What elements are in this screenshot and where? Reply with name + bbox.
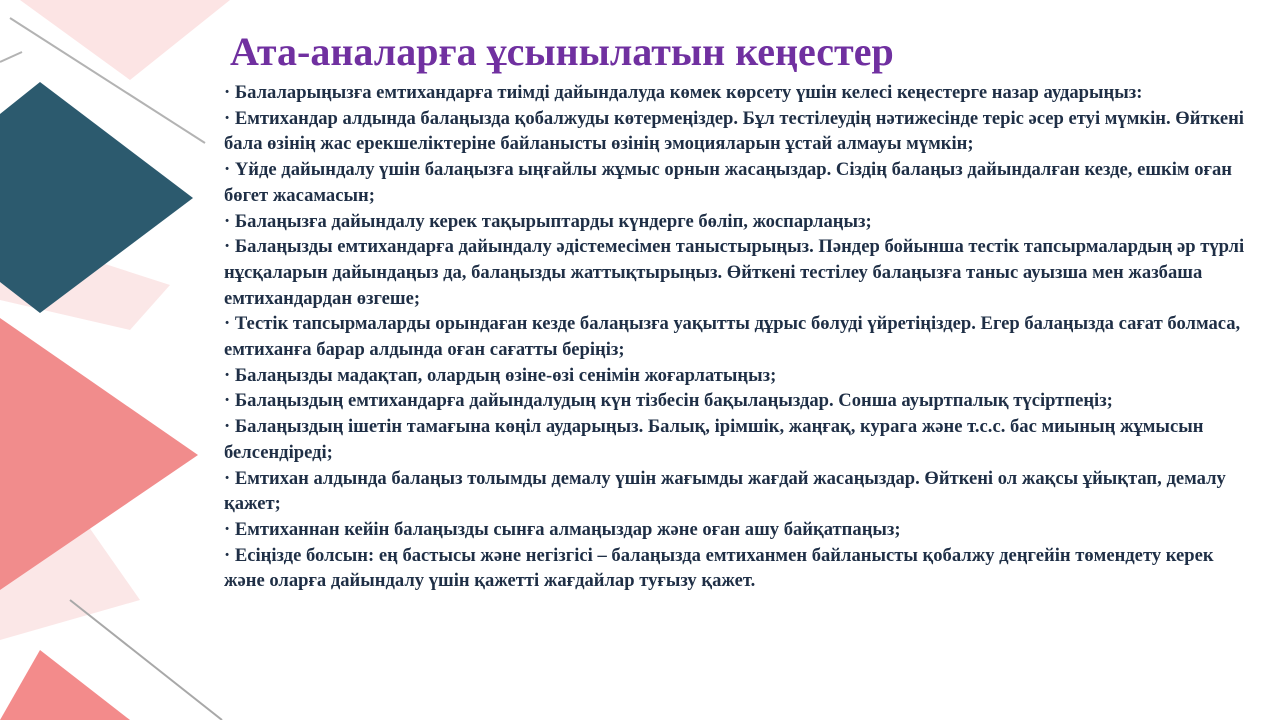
advice-intro: · Балаларыңызға емтихандарға тиімді дайындалуда көмек көрсету үшін келесі кеңестерге назар аударыңыз: (224, 82, 1143, 103)
advice-item: · Емтихандар алдында балаңызда қобалжуды көтермеңіздер. Бұл тестілеудің нәтижесінде теріс әсер етуі мүмкін. Өйткені бала өзінің жас ерекшеліктеріне байланысты өзінің эмоцияларын ұстай алмауы мүмкін; (224, 107, 1244, 155)
advice-item: · Балаңызды мадақтап, олардың өзіне-өзі сенімін жоғарлатыңыз; (224, 364, 777, 386)
advice-list (224, 80, 1248, 594)
coral-diamond-bottom (0, 650, 130, 720)
advice-item: · Балаңыздың емтихандарға дайындалудың күн тізбесін бақылаңыздар. Сонша ауыртпалық түсіртпеңіз; (224, 390, 1113, 412)
diagonal-line-short (0, 52, 22, 62)
advice-item: · Үйде дайындалу үшін балаңызға ыңғайлы жұмыс орнын жасаңыздар. Сіздің балаңыз дайындалған кезде, ешкім оған бөгет жасамасын; (224, 159, 1232, 206)
advice-item: · Балаңызды емтихандарға дайындалу әдістемесімен таныстырыңыз. Пәндер бойынша тестік тапсырмалардың әр түрлі нұсқаларын дайындаңыз да, балаңызды жаттықтырыңыз. Өйткені тестілеу балаңызға таныс ауызша мен жазбаша емтихандардан өзгеше; (224, 236, 1245, 309)
pale-pink-shape-top (20, 0, 230, 80)
advice-item: · Тестік тапсырмаларды орындаған кезде балаңызға уақытты дұрыс бөлуді үйретіңіздер. Егер балаңызда сағат болмаса, емтиханға барар алдында оған сағатты беріңіз; (224, 313, 1241, 361)
advice-item: · Балаңыздың ішетін тамағына көңіл аударыңыз. Балық, ірімшік, жаңғақ, курага және т.с.с. бас миының жұмысын белсендіреді; (224, 416, 1204, 463)
advice-item: · Балаңызға дайындалу керек тақырыптарды күндерге бөліп, жоспарлаңыз; (224, 210, 872, 232)
advice-item: · Емтиханнан кейін балаңызды сынға алмаңыздар және оған ашу байқатпаңыз; (224, 518, 901, 540)
slide-title: Ата-аналарға ұсынылатын кеңестер (230, 29, 894, 74)
advice-conclusion: · Есіңізде болсын: ең бастысы және негізгісі – балаңызда емтиханмен байланысты қобалжу деңгейін төмендету керек және оларға дайындалу үшін қажетті жағдайлар туғызу қажет. (224, 544, 1214, 592)
advice-item: · Емтихан алдында балаңыз толымды демалу үшін жағымды жағдай жасаңыздар. Өйткені ол жақсы ұйықтап, демалу қажет; (224, 467, 1226, 515)
